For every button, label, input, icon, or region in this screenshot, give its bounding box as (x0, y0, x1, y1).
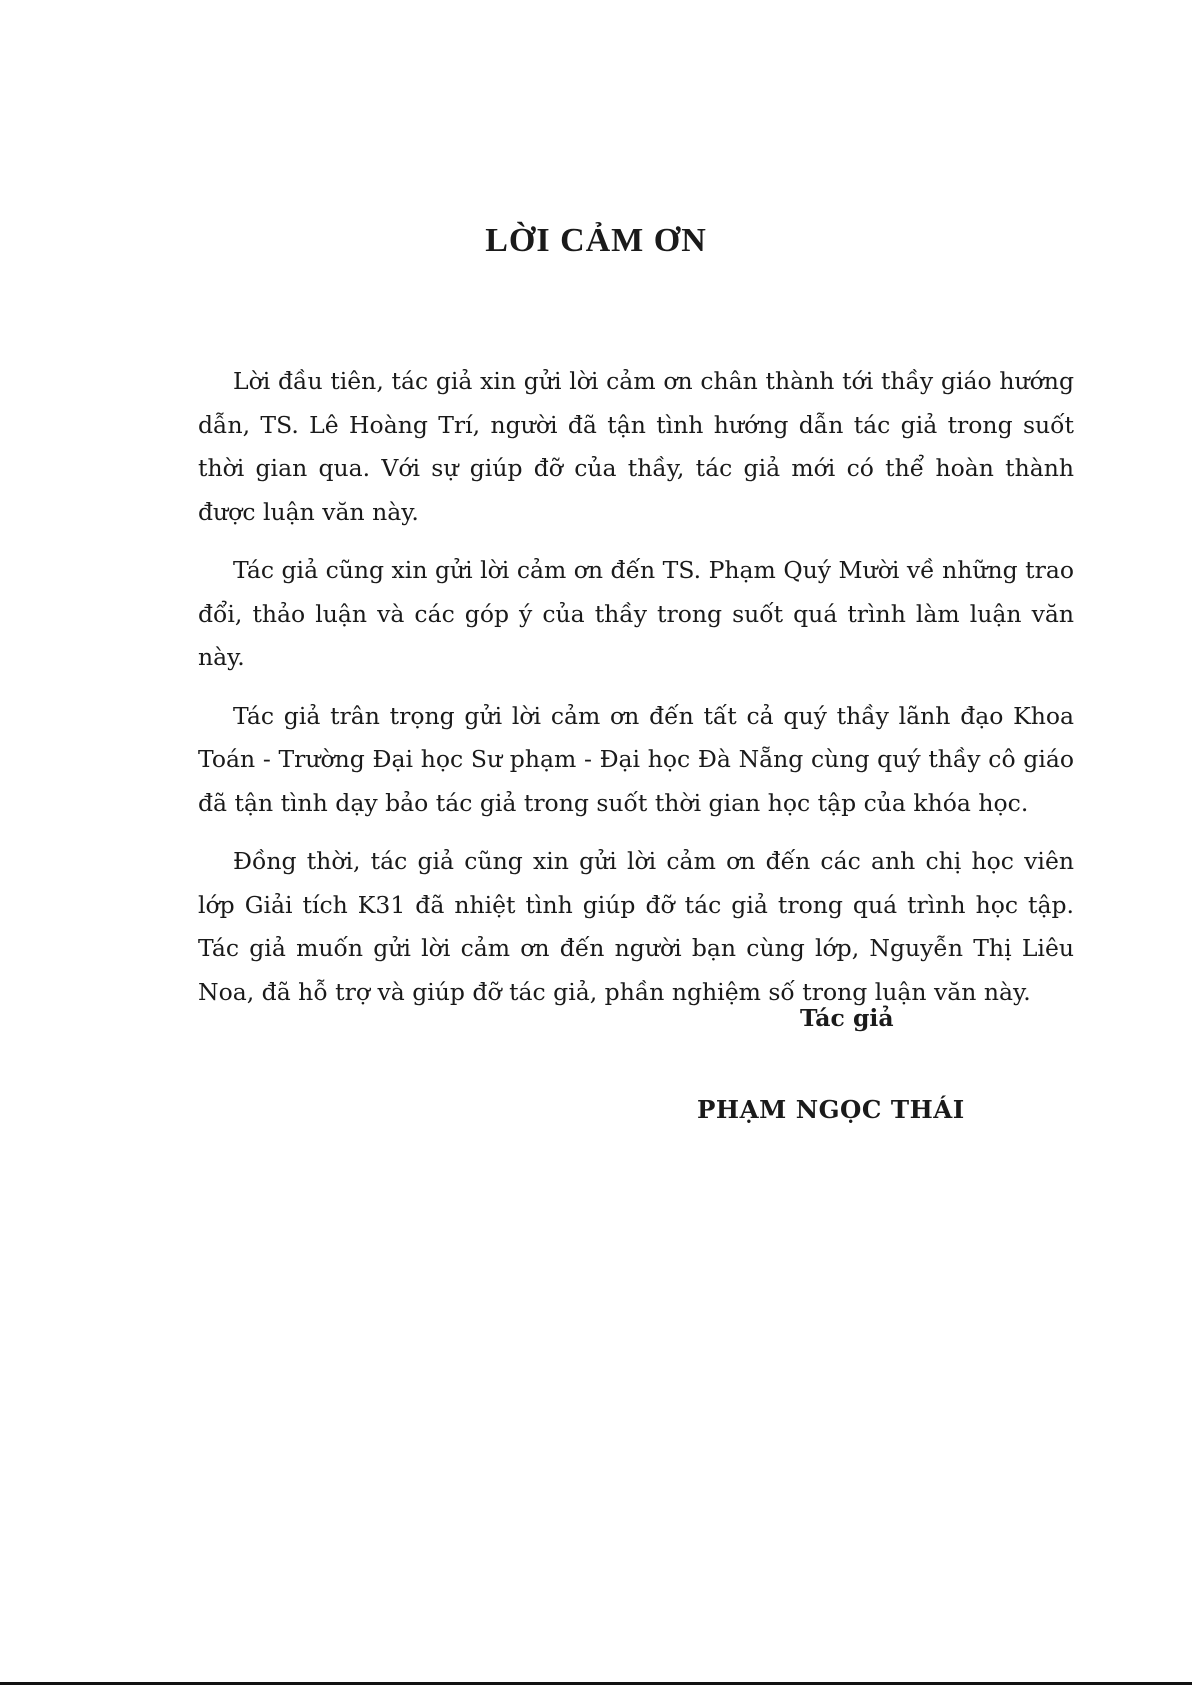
signature-label: Tác giả (800, 1004, 894, 1032)
page-title: LỜI CẢM ƠN (485, 222, 707, 259)
author-name: PHẠM NGỌC THÁI (697, 1095, 965, 1124)
paragraph-1: Lời đầu tiên, tác giả xin gửi lời cảm ơn chân thành tới thầy giáo hướng dẫn, TS. Lê Hoàng Trí, người đã tận tình hướng dẫn tác giả trong suốt thời gian qua. Với sự giúp đỡ của thầy, tác giả mới có thể hoàn thành được luận văn này. (198, 367, 1074, 526)
paragraph-3: Tác giả trân trọng gửi lời cảm ơn đến tất cả quý thầy lãnh đạo Khoa Toán - Trường Đại học Sư phạm - Đại học Đà Nẵng cùng quý thầy cô giáo đã tận tình dạy bảo tác giả trong suốt thời gian học tập của khóa học. (198, 701, 1074, 817)
paragraph-2: Tác giả cũng xin gửi lời cảm ơn đến TS. Phạm Quý Mười về những trao đổi, thảo luận và các góp ý của thầy trong suốt quá trình làm luận văn này. (198, 556, 1074, 671)
acknowledgement-body (198, 360, 1074, 1029)
paragraph-4: Đồng thời, tác giả cũng xin gửi lời cảm ơn đến các anh chị học viên lớp Giải tích K31 đã nhiệt tình giúp đỡ tác giả trong quá trình học tập. Tác giả muốn gửi lời cảm ơn đến người bạn cùng lớp, Nguyễn Thị Liêu Noa, đã hỗ trợ và giúp đỡ tác giả, phần nghiệm số trong luận văn này. (198, 847, 1074, 1006)
